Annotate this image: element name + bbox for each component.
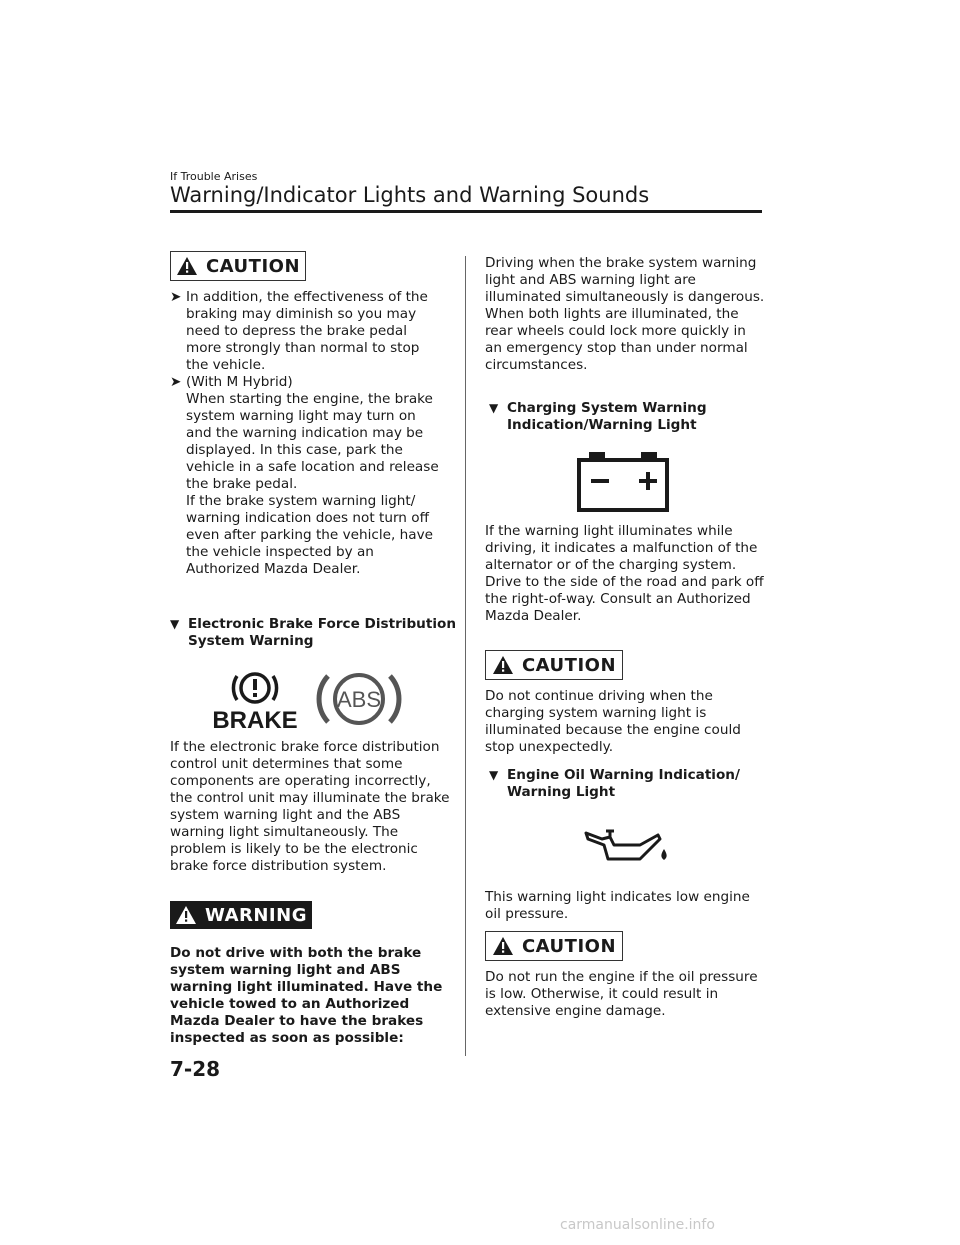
section-label: If Trouble Arises — [170, 170, 258, 183]
page-number: 7-28 — [170, 1057, 221, 1081]
charging-heading: ▼ Charging System Warning Indication/Warning Light — [489, 400, 707, 433]
caution-box-left — [170, 251, 306, 281]
caution-box-oil — [485, 931, 623, 961]
list-item: ➤ (With M Hybrid) When starting the engine, the brake system warning light may turn on and the warning indication may be displayed. In this case, park the vehicle in a safe location and release the brake pedal. If the brake system warning light/ warning indication does not turn off even after parking the vehicle, have the vehicle inspected by an Authorized Mazda Dealer. — [170, 374, 439, 577]
warning-triangle-icon — [175, 905, 197, 925]
caution-label: CAUTION — [521, 654, 617, 676]
caution-label: CAUTION — [205, 255, 301, 277]
caution-oil-text: Do not run the engine if the oil pressure is low. Otherwise, it could result in extensive engine damage. — [485, 969, 758, 1019]
arrowhead-bullet-icon: ➤ — [170, 374, 182, 390]
footer-url: carmanualsonline.info — [560, 1217, 715, 1233]
oil-heading: ▼ Engine Oil Warning Indication/ Warning Light — [489, 767, 740, 800]
down-triangle-icon: ▼ — [489, 401, 499, 415]
battery-icon — [577, 452, 669, 512]
brake-icon-label: BRAKE — [212, 707, 298, 734]
page-title: Warning/Indicator Lights and Warning Sounds — [170, 183, 650, 207]
ebd-heading: ▼ Electronic Brake Force Distribution System Warning — [170, 616, 457, 649]
caution-charging-text: Do not continue driving when the charging system warning light is illuminated because the engine could stop unexpectedly. — [485, 688, 741, 755]
warning-box — [170, 901, 312, 929]
caution-bullet-list — [170, 289, 440, 578]
abs-icon-label: ABS — [336, 687, 382, 712]
down-triangle-icon: ▼ — [170, 617, 180, 631]
title-rule — [170, 210, 762, 213]
column-divider — [465, 256, 466, 1056]
warning-triangle-icon — [492, 936, 514, 956]
caution-box-charging — [485, 650, 623, 680]
charging-paragraph: If the warning light illuminates while driving, it indicates a malfunction of the alternator or of the charging system. Drive to the side of the road and park off the right-of-way. Consult an Authorized Mazda Dealer. — [485, 523, 764, 624]
intro-paragraph: Driving when the brake system warning light and ABS warning light are illuminated simultaneously is dangerous. When both lights are illuminated, the rear wheels could lock more quickly in an emergency stop than under normal circumstances. — [485, 255, 765, 373]
warning-triangle-icon — [492, 655, 514, 675]
abs-warning-icon — [314, 666, 404, 732]
caution-label: CAUTION — [521, 935, 617, 957]
oil-paragraph: This warning light indicates low engine oil pressure. — [485, 889, 750, 922]
brake-warning-icon — [212, 668, 298, 734]
warning-text: Do not drive with both the brake system warning light and ABS warning light illuminated. Have the vehicle towed to an Authorized Mazda Dealer to have the brakes inspected as soon as possible: — [170, 945, 443, 1046]
list-item: ➤ In addition, the effectiveness of the braking may diminish so you may need to depress the brake pedal more strongly than normal to stop the vehicle. — [170, 289, 428, 373]
ebd-paragraph: If the electronic brake force distribution control unit determines that some components are operating incorrectly, the control unit may illuminate the brake system warning light and the ABS warning light simultaneously. The problem is likely to be the electronic brake force distribution system. — [170, 739, 450, 874]
down-triangle-icon: ▼ — [489, 768, 499, 782]
arrowhead-bullet-icon: ➤ — [170, 289, 182, 305]
warning-triangle-icon — [176, 256, 198, 276]
warning-label: WARNING — [205, 904, 307, 926]
oil-can-icon — [584, 829, 670, 865]
